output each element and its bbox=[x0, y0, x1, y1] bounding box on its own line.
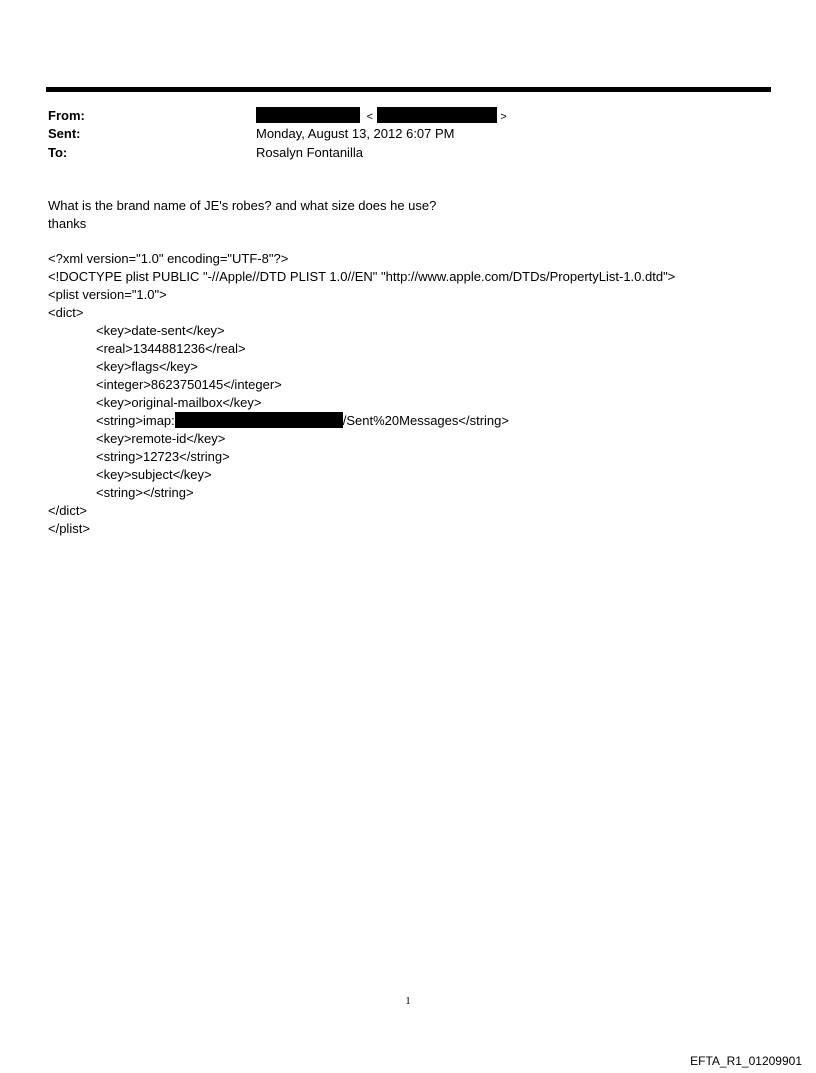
value-date-sent: <real>1344881236</real> bbox=[96, 341, 246, 356]
message-line-1: What is the brand name of JE's robes? and what size does he use? bbox=[48, 198, 437, 213]
from-angle-open: < bbox=[366, 111, 374, 123]
to-label: To: bbox=[48, 145, 68, 160]
from-label: From: bbox=[48, 108, 85, 123]
value-subject: <string></string> bbox=[96, 485, 194, 500]
key-subject: <key>subject</key> bbox=[96, 467, 212, 482]
redacted-mailbox-account bbox=[175, 412, 343, 428]
bates-number: EFTA_R1_01209901 bbox=[690, 1054, 802, 1068]
sent-value: Monday, August 13, 2012 6:07 PM bbox=[256, 126, 455, 141]
mailbox-suffix: /Sent%20Messages</string> bbox=[342, 413, 509, 428]
sent-label: Sent: bbox=[48, 126, 81, 141]
dict-close-tag: </dict> bbox=[48, 503, 88, 518]
plist-close-tag: </plist> bbox=[48, 521, 90, 536]
value-flags: <integer>8623750145</integer> bbox=[96, 377, 282, 392]
key-remote-id: <key>remote-id</key> bbox=[96, 431, 226, 446]
key-original-mailbox: <key>original-mailbox</key> bbox=[96, 395, 262, 410]
mailbox-prefix: <string>imap: bbox=[96, 413, 175, 428]
header-rule bbox=[46, 87, 771, 92]
plist-doctype: <!DOCTYPE plist PUBLIC "-//Apple//DTD PLIST 1.0//EN" "http://www.apple.com/DTDs/PropertyList-1.0.dtd"> bbox=[48, 269, 676, 284]
page-number: 1 bbox=[405, 995, 411, 1007]
dict-open-tag: <dict> bbox=[48, 305, 84, 320]
redacted-sender-email bbox=[377, 107, 497, 123]
plist-open-tag: <plist version="1.0"> bbox=[48, 287, 167, 302]
message-line-2: thanks bbox=[48, 216, 87, 231]
key-flags: <key>flags</key> bbox=[96, 359, 198, 374]
from-value bbox=[256, 107, 507, 126]
redacted-sender-name bbox=[256, 107, 360, 123]
plist-xml-declaration: <?xml version="1.0" encoding="UTF-8"?> bbox=[48, 251, 289, 266]
to-value: Rosalyn Fontanilla bbox=[256, 145, 363, 160]
value-remote-id: <string>12723</string> bbox=[96, 449, 230, 464]
key-date-sent: <key>date-sent</key> bbox=[96, 323, 225, 338]
from-angle-close: > bbox=[500, 111, 507, 123]
value-original-mailbox bbox=[96, 412, 509, 430]
